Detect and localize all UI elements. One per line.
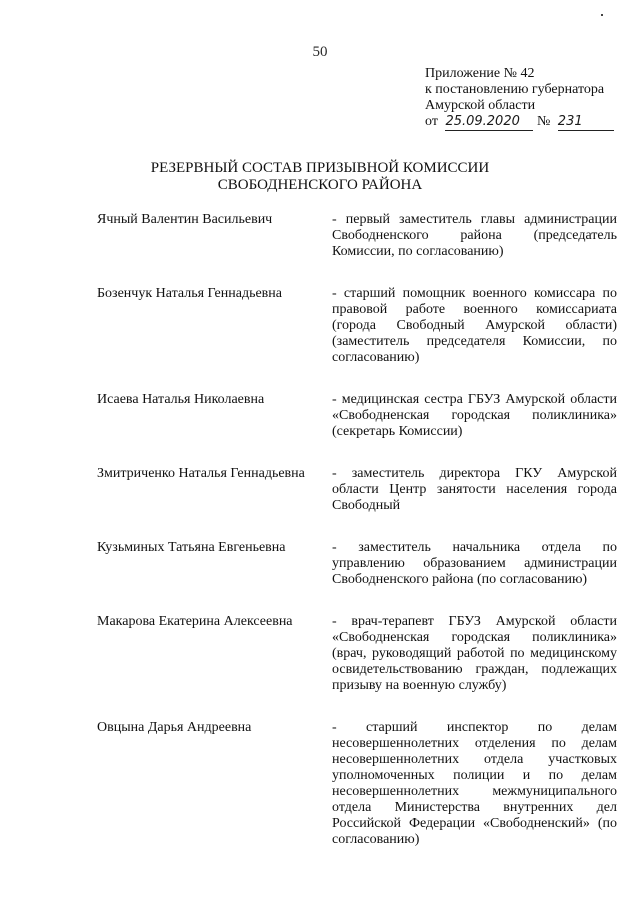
document-title xyxy=(0,160,640,194)
member-row xyxy=(97,212,617,260)
appendix-date-line xyxy=(425,114,614,131)
member-row xyxy=(97,392,617,440)
appendix-line-2: к постановлению губернатора xyxy=(425,82,605,97)
member-role: - заместитель начальника отдела по управлению образованием администрации Свободненского района (по согласованию) xyxy=(332,540,617,587)
handwritten-date: 25.09.2020 xyxy=(445,114,533,131)
members-list xyxy=(97,212,617,848)
scan-mark xyxy=(601,14,603,16)
member-name: Макарова Екатерина Алексеевна xyxy=(97,614,293,629)
title-line-2: СВОБОДНЕНСКОГО РАЙОНА xyxy=(217,177,423,193)
title-line-1: РЕЗЕРВНЫЙ СОСТАВ ПРИЗЫВНОЙ КОМИССИИ xyxy=(150,160,490,176)
member-role: - врач-терапевт ГБУЗ Амурской области «Свободненская городская поликлиника» (врач, руководящий работой по медицинскому освидетельствованию граждан, подлежащих призыву на военную службу) xyxy=(332,614,617,693)
member-role: - старший инспектор по делам несовершеннолетних отделения по делам несовершеннолетних отдела участковых уполномоченных полиции и по делам несовершеннолетних межмуниципального отдела Министерства внутренних дел Российской Федерации «Свободненский» (по согласованию) xyxy=(332,720,617,847)
member-row xyxy=(97,540,617,588)
member-role: - первый заместитель главы администрации Свободненского района (председатель Комиссии, по согласованию) xyxy=(332,212,617,259)
date-prefix: от xyxy=(425,114,438,129)
appendix-line-3: Амурской области xyxy=(425,98,536,113)
member-row xyxy=(97,720,617,848)
member-name: Бозенчук Наталья Геннадьевна xyxy=(97,286,282,301)
member-name: Исаева Наталья Николаевна xyxy=(97,392,265,407)
page-number: 50 xyxy=(312,44,328,60)
member-name: Ячный Валентин Васильевич xyxy=(97,212,273,227)
member-role: - старший помощник военного комиссара по правовой работе военного комиссариата (города Свободный Амурской области) (заместитель председателя Комиссии, по согласованию) xyxy=(332,286,617,365)
appendix-line-1: Приложение № 42 xyxy=(425,66,535,81)
member-name: Кузьминых Татьяна Евгеньевна xyxy=(97,540,286,555)
member-role: - медицинская сестра ГБУЗ Амурской области «Свободненская городская поликлиника» (секретарь Комиссии) xyxy=(332,392,617,439)
handwritten-number: 231 xyxy=(558,114,614,131)
member-row xyxy=(97,466,617,514)
member-role: - заместитель директора ГКУ Амурской области Центр занятости населения города Свободный xyxy=(332,466,617,513)
appendix-block xyxy=(425,66,614,131)
member-row xyxy=(97,614,617,694)
member-name: Овцына Дарья Андреевна xyxy=(97,720,252,735)
member-row xyxy=(97,286,617,366)
member-name: Змитриченко Наталья Геннадьевна xyxy=(97,466,305,481)
number-prefix: № xyxy=(536,114,551,129)
